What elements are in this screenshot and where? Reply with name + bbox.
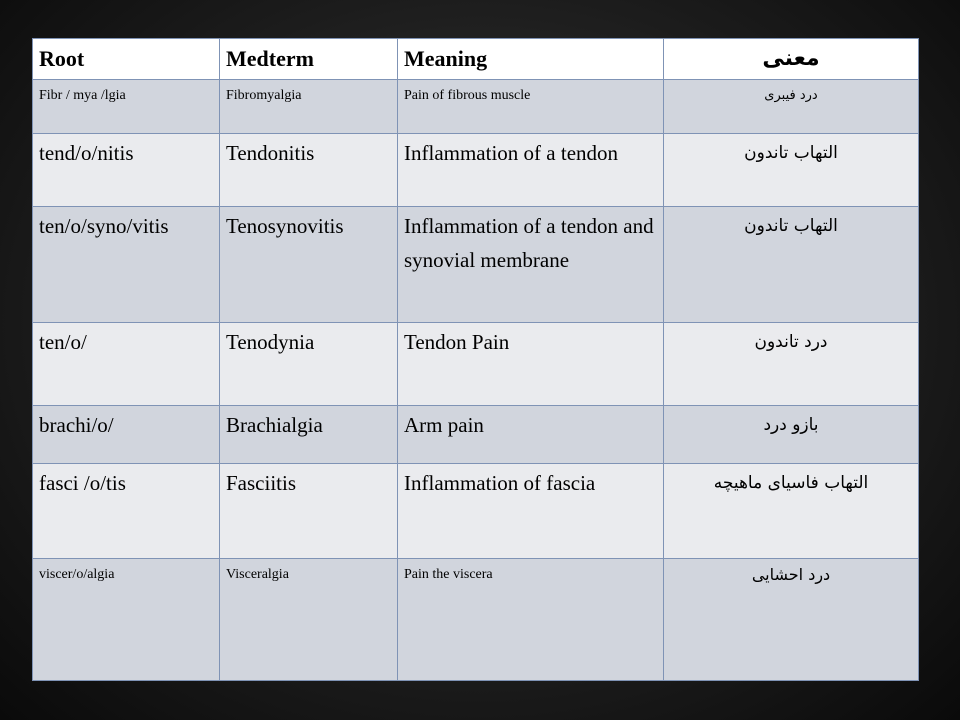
cell-persian: التهاب تاندون: [664, 207, 919, 323]
cell-root: ten/o/: [33, 323, 220, 406]
cell-medterm: Brachialgia: [220, 406, 398, 464]
cell-meaning: Inflammation of a tendon: [398, 134, 664, 207]
cell-meaning: Arm pain: [398, 406, 664, 464]
table-row: [33, 323, 919, 406]
table-row: [33, 406, 919, 464]
header-medterm: Medterm: [220, 39, 398, 80]
header-row: [33, 39, 919, 80]
table-row: [33, 207, 919, 323]
cell-root: tend/o/nitis: [33, 134, 220, 207]
cell-root: brachi/o/: [33, 406, 220, 464]
cell-meaning: Tendon Pain: [398, 323, 664, 406]
table-row: [33, 80, 919, 134]
cell-persian: التهاب فاسیای ماهیچه: [664, 464, 919, 559]
cell-medterm: Fasciitis: [220, 464, 398, 559]
cell-root: fasci /o/tis: [33, 464, 220, 559]
cell-persian: بازو درد: [664, 406, 919, 464]
table-row: [33, 464, 919, 559]
header-root: Root: [33, 39, 220, 80]
cell-medterm: Tendonitis: [220, 134, 398, 207]
cell-root: ten/o/syno/vitis: [33, 207, 220, 323]
table-row: [33, 134, 919, 207]
cell-root: Fibr / mya /lgia: [33, 80, 220, 134]
cell-meaning: Inflammation of fascia: [398, 464, 664, 559]
cell-medterm: Tenosynovitis: [220, 207, 398, 323]
cell-medterm: Visceralgia: [220, 559, 398, 681]
medical-terms-table: [32, 38, 919, 681]
cell-root: viscer/o/algia: [33, 559, 220, 681]
cell-persian: التهاب تاندون: [664, 134, 919, 207]
cell-medterm: Fibromyalgia: [220, 80, 398, 134]
cell-medterm: Tenodynia: [220, 323, 398, 406]
cell-persian: درد تاندون: [664, 323, 919, 406]
cell-meaning: Inflammation of a tendon and synovial membrane: [398, 207, 664, 323]
cell-meaning: Pain the viscera: [398, 559, 664, 681]
table-row: [33, 559, 919, 681]
cell-meaning: Pain of fibrous muscle: [398, 80, 664, 134]
header-meaning: Meaning: [398, 39, 664, 80]
header-persian-meaning: معنی: [664, 39, 919, 80]
cell-persian: درد فیبری: [664, 80, 919, 134]
cell-persian: درد احشایی: [664, 559, 919, 681]
